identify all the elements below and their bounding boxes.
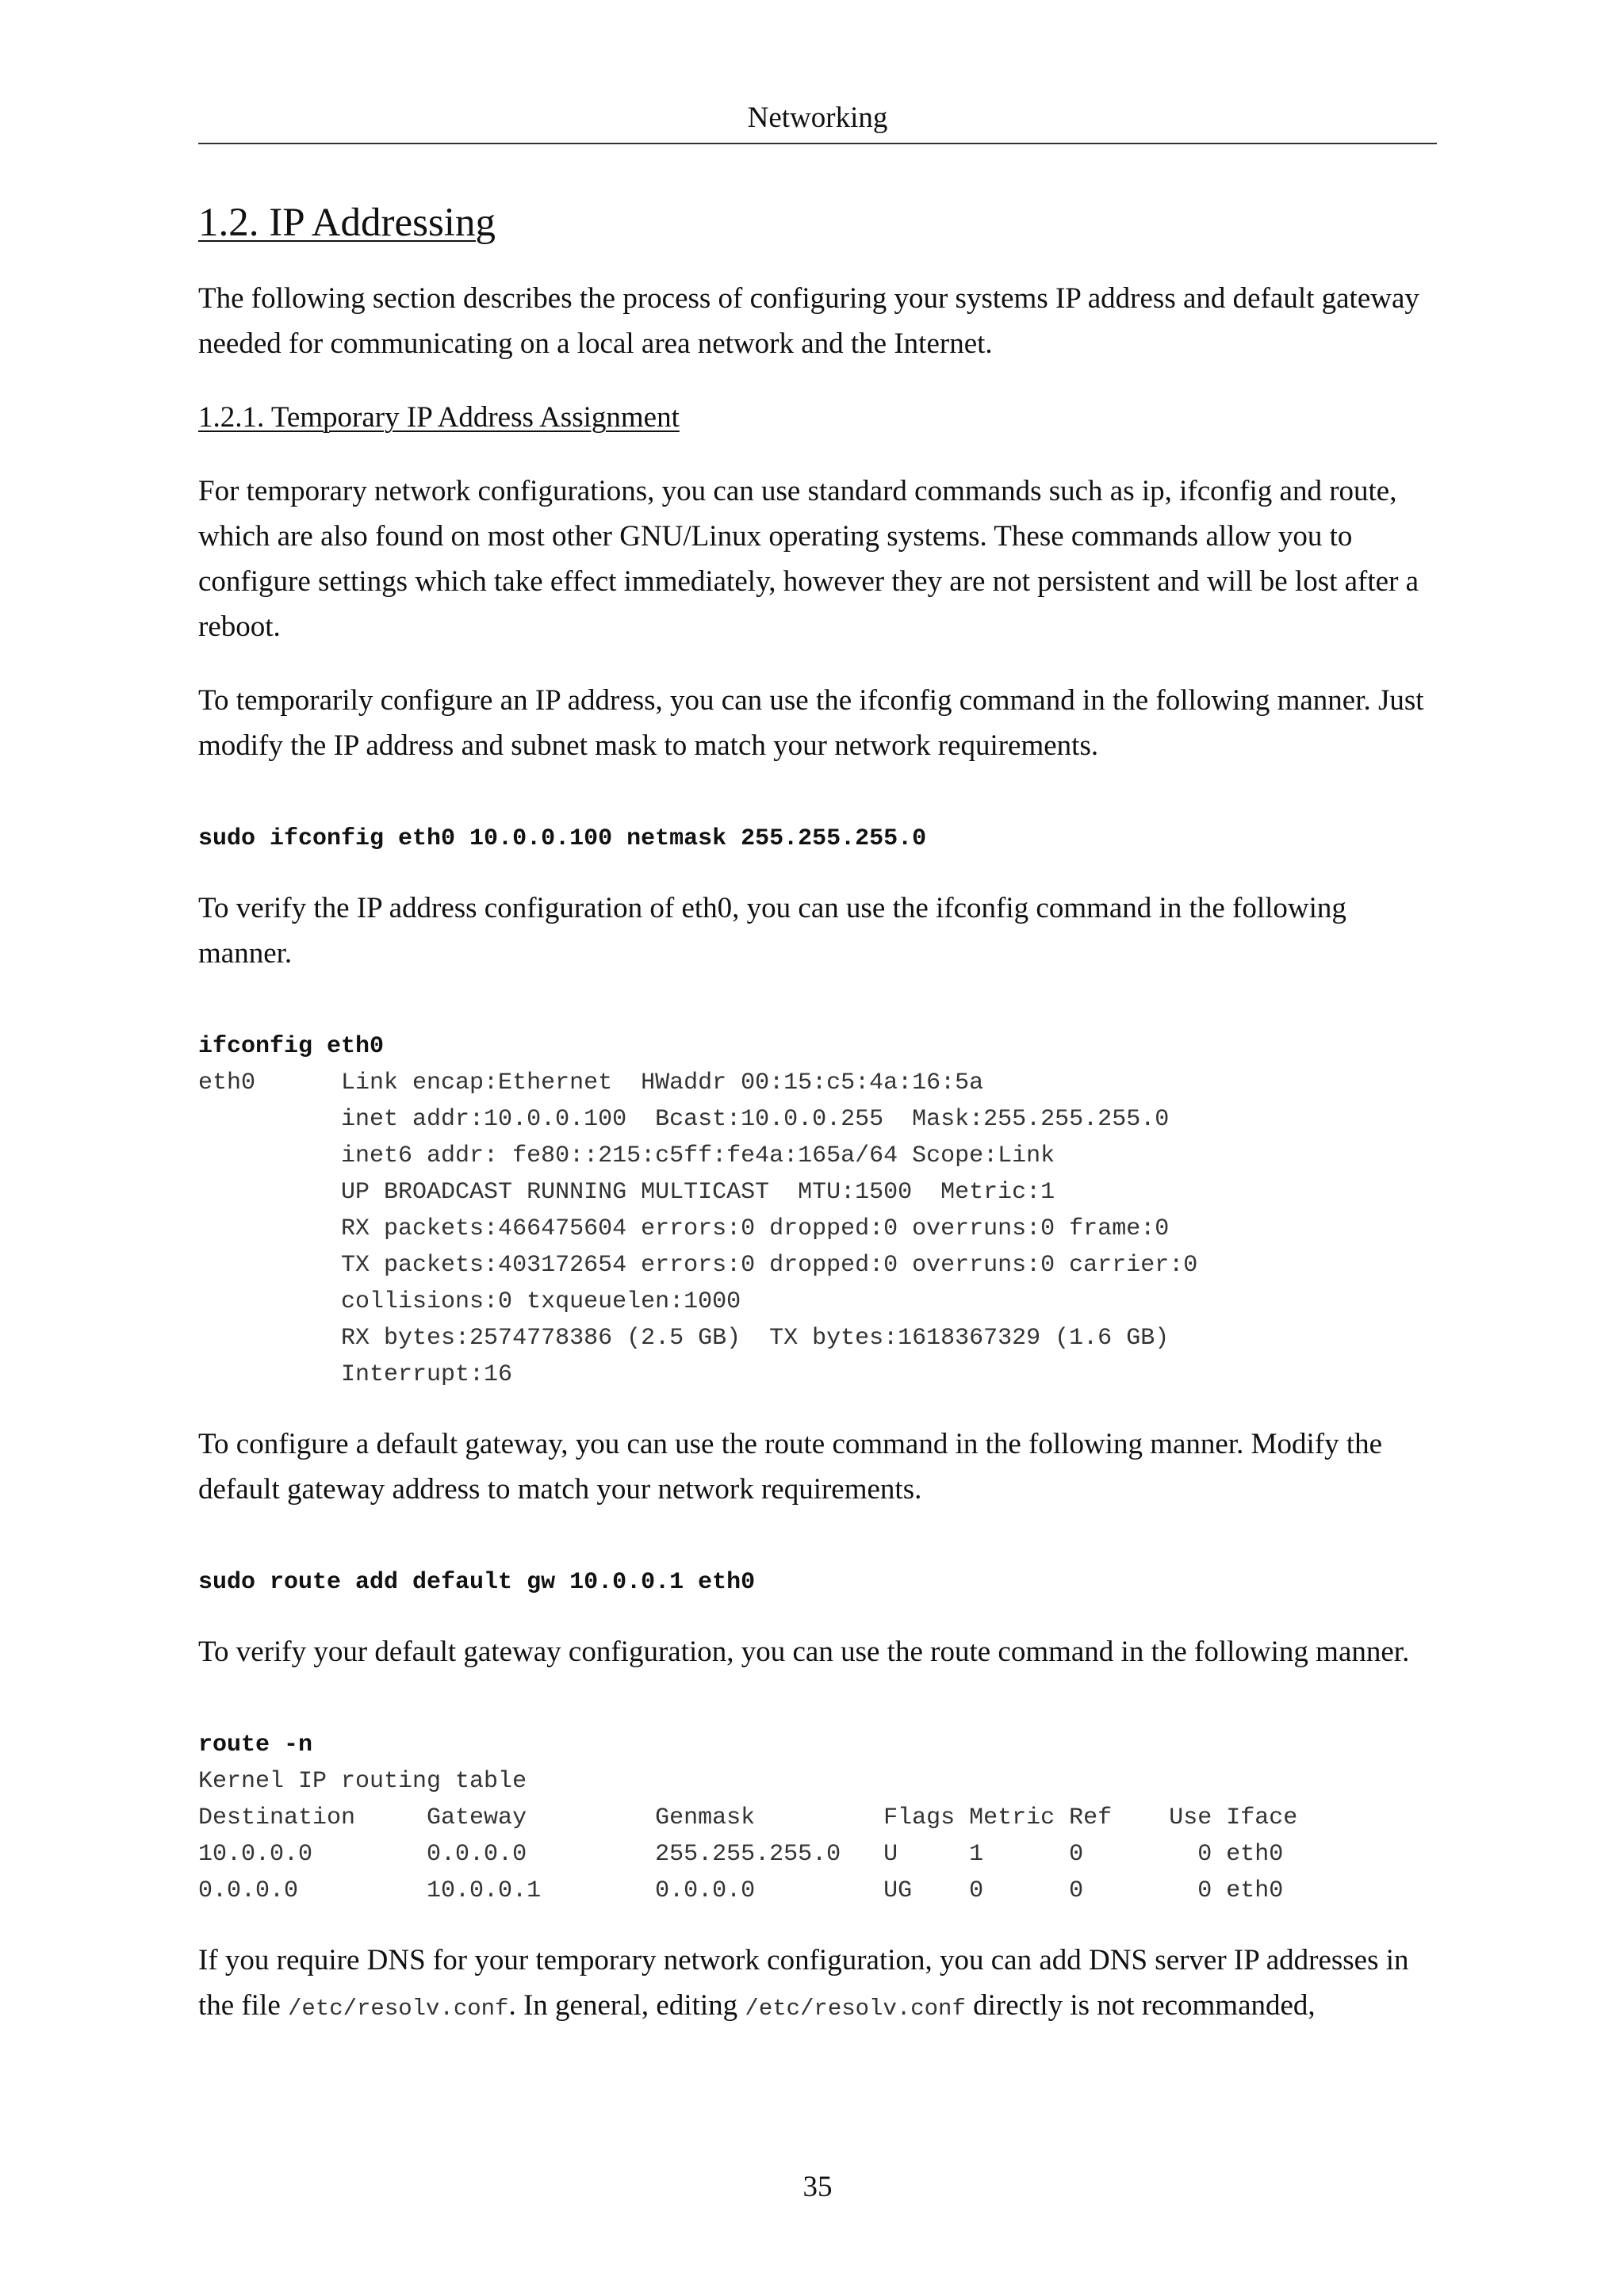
page-content bbox=[198, 197, 1437, 2031]
code-block-route-show bbox=[198, 1727, 1437, 1909]
paragraph-default-gateway: To configure a default gateway, you can use the route command in the following manner. Modify the default gateway address to match your network requirements. bbox=[198, 1428, 1383, 1506]
ifconfig-output: eth0 Link encap:Ethernet HWaddr 00:15:c5:4a:16:5a inet addr:10.0.0.100 Bcast:10.0.0.255 Mask:255.255.255.0 inet6 addr: fe80::215:c5ff:fe4a:165a/64 Scope:Link UP BROADCAST RUNNING MULTICAST MTU:1500 Metric:1 RX packets:466475604 errors:0 dropped:0 overruns:0 frame:0 TX packets:403172654 errors:0 dropped:0 overruns:0 carrier:0 collisions:0 txqueuelen:1000 RX bytes:2574778386 (2.5 GB) TX bytes:1618367329 (1.6 GB) Interrupt:16 bbox=[198, 1070, 1198, 1388]
command-ifconfig-set: sudo ifconfig eth0 10.0.0.100 netmask 255.255.255.0 bbox=[198, 825, 927, 852]
paragraph-temporary-config: For temporary network configurations, you can use standard commands such as ip, ifconfig and route, which are also found on most other GNU/Linux operating systems. These commands allow you to configure settings which take effect immediately, however they are not persistent and will be lost after a reboot. bbox=[198, 475, 1419, 643]
code-block-ifconfig-set bbox=[198, 821, 1437, 857]
section-intro: The following section describes the process of configuring your systems IP address and default gateway needed for communicating on a local area network and the Internet. bbox=[198, 282, 1419, 360]
header-rule bbox=[198, 143, 1437, 144]
command-ifconfig-show: ifconfig eth0 bbox=[198, 1033, 385, 1060]
code-block-route-add bbox=[198, 1564, 1437, 1601]
code-block-ifconfig-show bbox=[198, 1028, 1437, 1393]
dns-text-middle: . In general, editing bbox=[508, 1989, 745, 2022]
resolv-conf-path: /etc/resolv.conf bbox=[288, 1996, 509, 2022]
paragraph-verify-gateway: To verify your default gateway configuration, you can use the route command in the following manner. bbox=[198, 1636, 1410, 1668]
subsection-title: 1.2.1. Temporary IP Address Assignment bbox=[198, 401, 680, 434]
paragraph-verify-ifconfig: To verify the IP address configuration of eth0, you can use the ifconfig command in the following manner. bbox=[198, 892, 1346, 970]
dns-text-after: directly is not recommanded, bbox=[965, 1989, 1316, 2022]
command-route-add: sudo route add default gw 10.0.0.1 eth0 bbox=[198, 1569, 756, 1596]
resolv-conf-path-2: /etc/resolv.conf bbox=[745, 1996, 966, 2022]
paragraph-ifconfig-usage: To temporarily configure an IP address, you can use the ifconfig command in the following manner. Just modify the IP address and subnet mask to match your network requirements. bbox=[198, 684, 1424, 762]
page-number: 35 bbox=[802, 2171, 833, 2203]
running-header: Networking bbox=[747, 101, 888, 134]
command-route-show: route -n bbox=[198, 1732, 313, 1758]
route-output: Kernel IP routing table Destination Gateway Genmask Flags Metric Ref Use Iface 10.0.0.0 0.0.0.0 255.255.255.0 U 1 0 0 eth0 0.0.0.0 10.0.0.1 0.0.0.0 UG 0 0 0 eth0 bbox=[198, 1768, 1298, 1904]
section-title: 1.2. IP Addressing bbox=[198, 201, 496, 245]
paragraph-dns bbox=[198, 1938, 1437, 2031]
dns-text-before: If you require DNS for your temporary network configuration, you can add DNS server IP addresses in the file bbox=[198, 1944, 1409, 2022]
